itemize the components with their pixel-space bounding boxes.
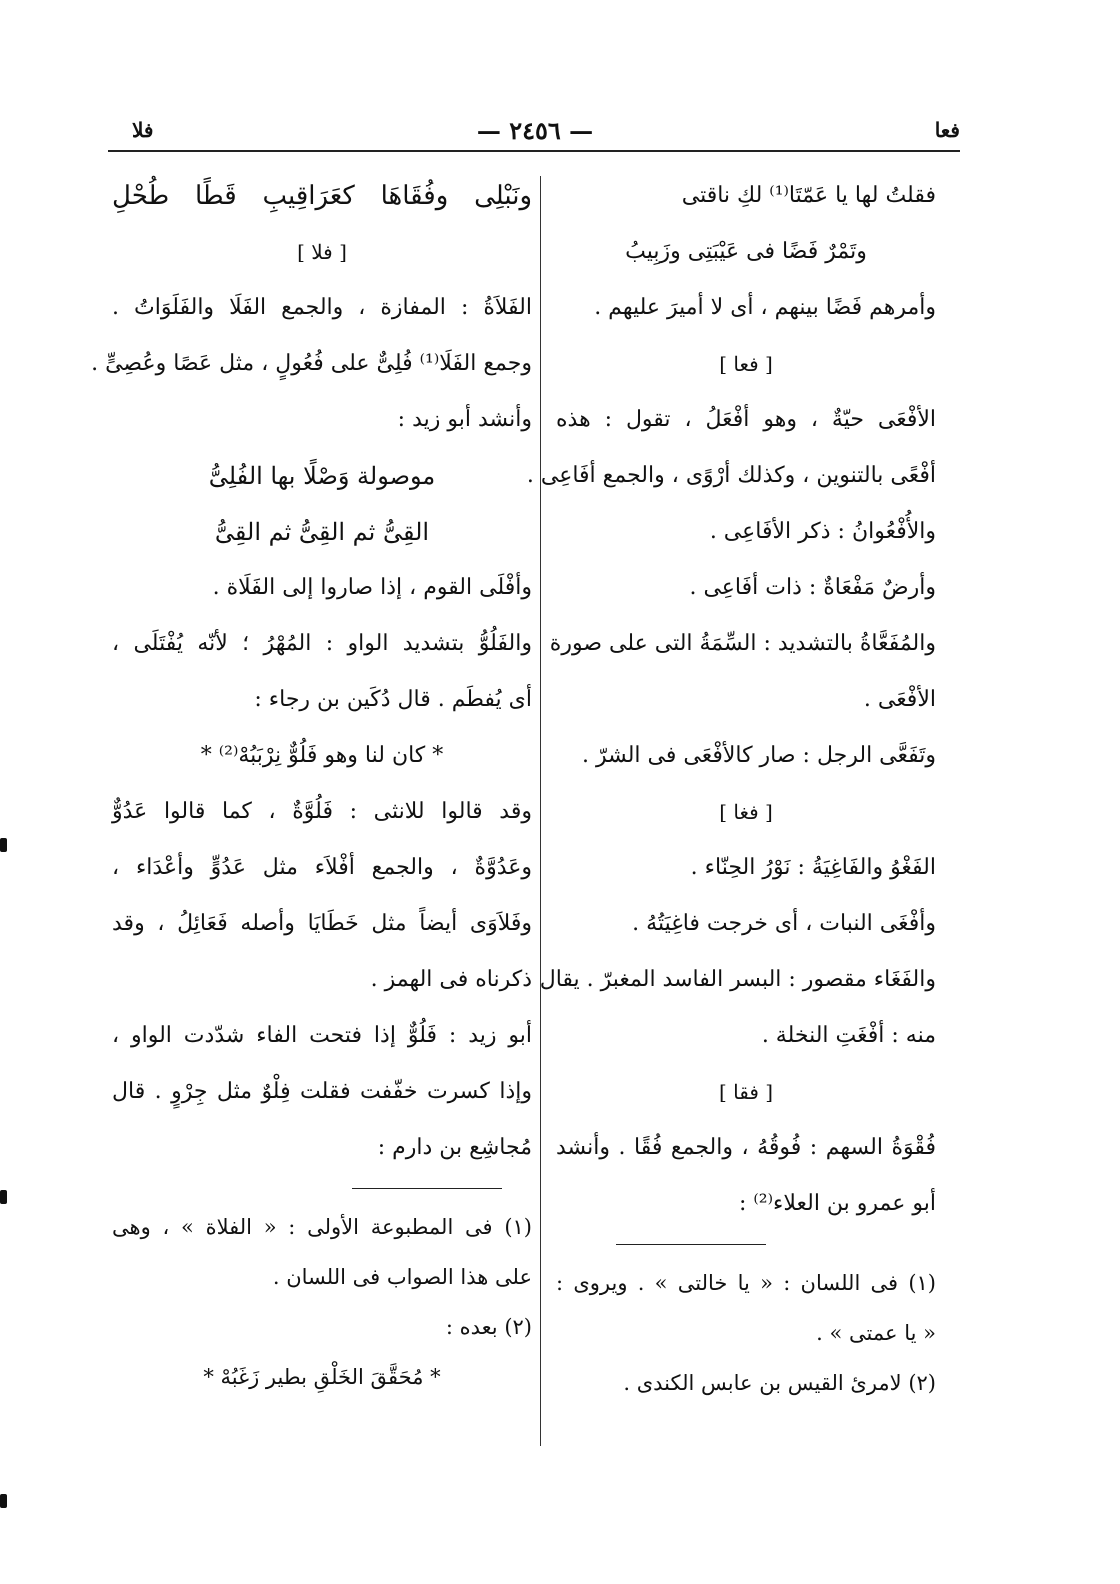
- header-rule: [108, 150, 960, 152]
- page-header: [110, 116, 960, 152]
- scan-edge-mark: [0, 1494, 7, 1508]
- text-line: والفَغَاء مقصور : البسر الفاسد المغبرّ . يقال: [539, 967, 936, 992]
- footnote: * مُحَقَّقَ الخَلْقِ بطير زَغَبُهْ *: [203, 1365, 441, 1389]
- text-line: وأرضٌ مَفْعَاةٌ : ذات أفَاعِى .: [689, 575, 936, 600]
- text-line: مُجاشِع بن دارم :: [377, 1135, 532, 1160]
- entry-heading-fala: [ فلا ]: [297, 240, 347, 264]
- text-line: وجمع الفَلَا⁽¹⁾ فُلِىٌّ على فُعُولٍ ، مثل عَصًا وعُصِىٍّ .: [91, 351, 532, 376]
- entry-heading-fa: [ فعا ]: [719, 352, 773, 376]
- page-number: — ٢٤٥٦ —: [476, 116, 594, 145]
- text-line: والأُفْعُوانُ : ذكر الأفَاعِى .: [709, 519, 936, 544]
- text-line: وعَدُوَّةٌ ، والجمع أفْلاَء مثل عَدُوٍّ وأعْدَاء ،: [112, 855, 532, 880]
- text-line: وقد قالوا للانثى : فَلُوَّةٌ ، كما قالوا عَدُوٌّ: [112, 799, 532, 824]
- footnote: على هذا الصواب فى اللسان .: [272, 1265, 532, 1289]
- text-line: منه : أفْغَتِ النخلة .: [761, 1023, 936, 1048]
- text-line: وأفْلَى القوم ، إذا صاروا إلى الفَلَاة .: [212, 575, 532, 600]
- footnote: « يا عمتى » .: [816, 1321, 936, 1345]
- text-line: ذكرناه فى الهمز .: [370, 967, 532, 992]
- right-running-keyword: فعا: [934, 118, 960, 142]
- text-line: أفْعًى بالتنوين ، وكذلك أرْوًى ، والجمع أفَاعِى .: [526, 463, 936, 488]
- entry-heading-fagha: [ فغا ]: [719, 800, 773, 824]
- verse-line: ونَبْلِى وفُقَاهَا كعَرَاقِيبِ قَطًا طُحْلِ: [112, 181, 532, 211]
- text-line: وأفْغَى النبات ، أى خرجت فاغِيَتُهُ .: [632, 911, 936, 936]
- text-line: الأفْعَى حيّةٌ ، وهو أفْعَلُ ، تقول : هذه: [556, 407, 936, 432]
- verse-line: موصولة وَصْلًا بها الفُلِىُّ: [208, 462, 436, 490]
- text-line: وأنشد أبو زيد :: [397, 407, 532, 432]
- text-line: وتَفَعَّى الرجل : صار كالأفْعَى فى الشرّ .: [581, 743, 936, 768]
- footnote: (٢) لامرئ القيس بن عابس الكندى .: [623, 1371, 936, 1395]
- verse-line: القِىُّ ثم القِىُّ ثم القِىُّ: [214, 518, 430, 546]
- text-line: والمُفَعَّاةُ بالتشديد : السِّمَةُ التى على صورة: [549, 631, 936, 656]
- left-running-keyword: فلا: [132, 118, 154, 142]
- verse-line: وتَمْرٌ فَضًا فى عَيْبَتِى وزَبِيبُ: [625, 239, 867, 264]
- verse-line: * كان لنا وهو فَلُوٌّ نِرْبَبُهْ⁽²⁾ *: [200, 743, 444, 768]
- verse-line: فقلتُ لها يا عَمّتَا⁽¹⁾ لكِ ناقتى: [681, 183, 936, 208]
- text-line: والفَلُوُّ بتشديد الواو : المُهْرُ ؛ لأنّه يُفْتَلَى ،: [112, 631, 532, 656]
- footnote: (٢) بعده :: [445, 1315, 532, 1339]
- column-divider: [540, 176, 541, 1446]
- text-line: وأمرهم فَضًا بينهم ، أى لا أميرَ عليهم .: [594, 295, 936, 320]
- right-column: [526, 168, 936, 1408]
- text-line: الفَلاَةُ : المفازة ، والجمع الفَلَا والفَلَوَاتُ .: [112, 295, 532, 320]
- text-line: وفَلاَوَى أيضاً مثل خَطَايَا وأصله فَعَائِلُ ، وقد: [112, 911, 532, 936]
- footnote: (١) فى اللسان : « يا خالتى » . ويروى :: [556, 1271, 936, 1295]
- footnote-separator: [112, 1176, 532, 1202]
- text-line: وإذا كسرت خفّفت فقلت فِلْوٌ مثل جِرْوٍ . قال: [112, 1079, 532, 1104]
- left-column: [91, 168, 532, 1402]
- entry-heading-faqa: [ فقا ]: [718, 1080, 774, 1104]
- scan-edge-mark: [0, 838, 7, 852]
- text-line: أبو عمرو بن العلاء⁽²⁾ :: [738, 1191, 936, 1216]
- text-line: الأفْعَى .: [863, 687, 936, 712]
- footnote-separator: [556, 1232, 936, 1258]
- footnote: (١) فى المطبوعة الأولى : « الفلاة » ، وهى: [112, 1215, 532, 1239]
- text-line: أى يُفطَم . قال دُكَين بن رجاء :: [254, 687, 532, 712]
- scan-edge-mark: [0, 1190, 7, 1204]
- text-line: فُقْوَةُ السهم : فُوقُهُ ، والجمع فُقًا . وأنشد: [556, 1135, 936, 1160]
- text-line: الفَغْوُ والفَاغِيَةُ : نَوْرُ الحِنّاء .: [690, 855, 936, 880]
- text-line: أبو زيد : فَلُوٌّ إذا فتحت الفاء شدّدت الواو ،: [112, 1023, 532, 1048]
